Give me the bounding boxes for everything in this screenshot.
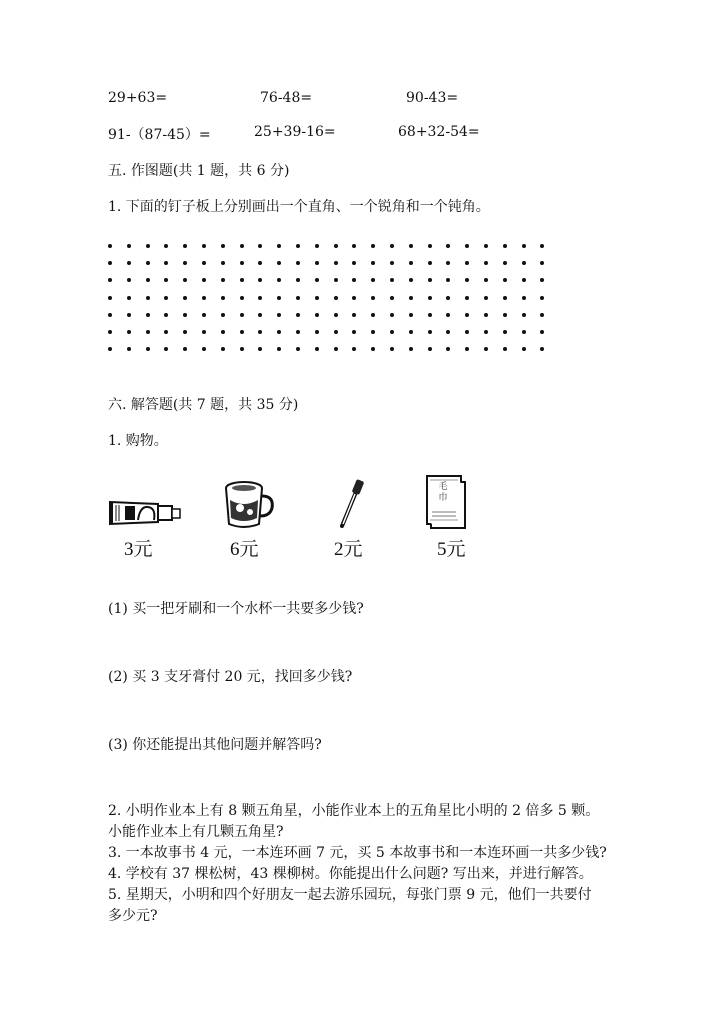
nail-dot[interactable] [522,261,526,265]
expr-91-87-45: 91-（87-45）= [108,127,211,143]
nail-dot[interactable] [108,244,112,248]
question-3: 3. 一本故事书 4 元，一本连环画 7 元，买 5 本故事书和一本连环画一共多少钱? [108,845,607,861]
nail-dot[interactable] [164,330,168,334]
nail-dot[interactable] [334,244,338,248]
nail-dot[interactable] [146,278,150,282]
nail-dot[interactable] [146,330,150,334]
nail-dot[interactable] [334,313,338,317]
nail-dot[interactable] [127,278,131,282]
toothbrush-item [334,478,370,530]
nail-dot[interactable] [503,330,507,334]
nail-dot[interactable] [296,244,300,248]
nail-dot[interactable] [503,347,507,351]
nail-dot[interactable] [183,261,187,265]
nail-dot[interactable] [446,244,450,248]
nail-dot[interactable] [409,278,413,282]
nail-dot[interactable] [503,313,507,317]
nail-dot[interactable] [503,296,507,300]
expr-76-48: 76-48= [260,90,313,106]
nail-dot[interactable] [371,347,375,351]
nail-dot[interactable] [127,296,131,300]
nail-dot[interactable] [258,278,262,282]
nail-dot[interactable] [108,347,112,351]
nail-dot[interactable] [446,296,450,300]
nail-dot[interactable] [202,313,206,317]
nail-dot[interactable] [465,347,469,351]
nail-dot[interactable] [296,296,300,300]
nail-dot[interactable] [221,261,225,265]
nail-dot[interactable] [465,296,469,300]
nail-dot[interactable] [390,330,394,334]
nail-dot[interactable] [202,347,206,351]
nail-dot[interactable] [446,278,450,282]
nail-dot[interactable] [164,296,168,300]
nail-dot[interactable] [428,313,432,317]
nail-dot[interactable] [540,261,544,265]
nail-dot[interactable] [522,278,526,282]
nail-dot[interactable] [258,261,262,265]
nail-dot[interactable] [465,330,469,334]
nail-dot[interactable] [202,261,206,265]
nail-dot[interactable] [409,313,413,317]
sub-question-3: (3) 你还能提出其他问题并解答吗? [108,737,322,753]
section5-heading: 五. 作图题(共 1 题，共 6 分) [108,163,290,179]
nail-dot[interactable] [352,261,356,265]
nail-dot[interactable] [240,278,244,282]
expr-68-32-54: 68+32-54= [398,124,480,140]
nail-dot[interactable] [315,330,319,334]
nail-dot[interactable] [428,278,432,282]
nail-dot[interactable] [540,278,544,282]
nail-dot[interactable] [221,330,225,334]
nail-dot[interactable] [446,261,450,265]
nail-dot[interactable] [258,347,262,351]
nail-dot[interactable] [334,296,338,300]
nail-dot[interactable] [164,347,168,351]
question-2-line-1: 2. 小明作业本上有 8 颗五角星，小能作业本上的五角星比小明的 2 倍多 5 颗。 [108,803,600,819]
nail-dot[interactable] [146,347,150,351]
nail-dot[interactable] [428,347,432,351]
nail-dot[interactable] [240,347,244,351]
nail-dot[interactable] [371,313,375,317]
nail-dot[interactable] [484,244,488,248]
nail-dot[interactable] [315,313,319,317]
nail-dot[interactable] [221,278,225,282]
nail-dot[interactable] [390,261,394,265]
nail-dot[interactable] [127,261,131,265]
nail-dot[interactable] [465,313,469,317]
nail-dot[interactable] [296,313,300,317]
nail-dot[interactable] [146,244,150,248]
question-5-line-1: 5. 星期天，小明和四个好朋友一起去游乐园玩，每张门票 9 元，他们一共要付 [108,887,592,903]
question-4: 4. 学校有 37 棵松树，43 棵柳树。你能提出什么问题? 写出来，并进行解答。 [108,866,593,882]
nail-dot[interactable] [334,278,338,282]
nail-dot[interactable] [428,261,432,265]
nail-dot[interactable] [390,244,394,248]
nail-dot[interactable] [240,330,244,334]
nail-dot[interactable] [409,296,413,300]
nail-dot[interactable] [277,313,281,317]
nail-dot[interactable] [202,278,206,282]
nail-dot[interactable] [258,244,262,248]
nail-dot[interactable] [484,330,488,334]
toothbrush-icon [334,478,370,530]
nail-dot[interactable] [221,313,225,317]
nail-dot[interactable] [296,330,300,334]
nail-dot[interactable] [202,296,206,300]
nail-dot[interactable] [277,296,281,300]
nail-dot[interactable] [465,244,469,248]
nail-dot[interactable] [108,330,112,334]
toothpaste-price: 3元 [124,539,153,560]
nail-dot[interactable] [108,296,112,300]
nail-dot[interactable] [503,278,507,282]
nail-dot[interactable] [409,330,413,334]
nail-dot[interactable] [522,313,526,317]
nail-dot[interactable] [503,261,507,265]
nail-dot[interactable] [183,347,187,351]
nail-dot[interactable] [315,278,319,282]
nail-dot[interactable] [277,244,281,248]
nail-dot[interactable] [202,244,206,248]
nail-dot[interactable] [296,278,300,282]
toothpaste-item [108,478,184,528]
section6-question-1: 1. 购物。 [108,433,168,449]
nail-dot[interactable] [296,261,300,265]
nail-dot[interactable] [446,347,450,351]
nail-dot[interactable] [108,278,112,282]
nail-dot[interactable] [409,244,413,248]
section6-heading: 六. 解答题(共 7 题，共 35 分) [108,397,299,413]
nail-dot[interactable] [484,313,488,317]
nail-dot[interactable] [127,347,131,351]
nail-dot[interactable] [127,244,131,248]
nail-dot[interactable] [183,296,187,300]
nail-dot[interactable] [390,313,394,317]
nail-dot[interactable] [334,330,338,334]
towel-item [424,474,468,530]
nail-dot[interactable] [352,313,356,317]
nail-dot[interactable] [352,296,356,300]
towel-label: 毛巾 [438,482,448,503]
nail-dot[interactable] [390,347,394,351]
nail-dot[interactable] [334,347,338,351]
nail-dot[interactable] [164,313,168,317]
toothbrush-price: 2元 [334,539,363,560]
nail-dot[interactable] [334,261,338,265]
nail-dot[interactable] [465,278,469,282]
nail-dot[interactable] [164,278,168,282]
nail-board[interactable] [108,238,554,354]
nail-dot[interactable] [296,347,300,351]
nail-dot[interactable] [108,313,112,317]
expr-25-39-16: 25+39-16= [254,124,336,140]
nail-dot[interactable] [522,244,526,248]
nail-dot[interactable] [183,278,187,282]
nail-dot[interactable] [428,296,432,300]
nail-dot[interactable] [371,261,375,265]
nail-dot[interactable] [446,313,450,317]
nail-dot[interactable] [352,244,356,248]
nail-dot[interactable] [484,347,488,351]
nail-dot[interactable] [221,296,225,300]
cup-price: 6元 [230,539,259,560]
section5-question-1: 1. 下面的钉子板上分别画出一个直角、一个锐角和一个钝角。 [108,199,490,215]
nail-dot[interactable] [240,313,244,317]
nail-dot[interactable] [258,330,262,334]
nail-dot[interactable] [258,296,262,300]
nail-dot[interactable] [315,261,319,265]
cup-item [220,478,280,530]
nail-dot[interactable] [390,296,394,300]
nail-dot[interactable] [240,296,244,300]
expr-90-43: 90-43= [406,90,459,106]
nail-dot[interactable] [352,278,356,282]
nail-dot[interactable] [371,278,375,282]
sub-question-2: (2) 买 3 支牙膏付 20 元，找回多少钱? [108,669,353,685]
nail-dot[interactable] [409,347,413,351]
nail-dot[interactable] [428,244,432,248]
nail-dot[interactable] [258,313,262,317]
nail-dot[interactable] [428,330,432,334]
nail-dot[interactable] [108,261,112,265]
nail-dot[interactable] [277,347,281,351]
nail-dot[interactable] [183,330,187,334]
nail-dot[interactable] [164,261,168,265]
nail-dot[interactable] [352,330,356,334]
question-5-line-2: 多少元? [108,908,158,924]
nail-dot[interactable] [371,330,375,334]
nail-dot[interactable] [183,244,187,248]
nail-dot[interactable] [522,330,526,334]
nail-dot[interactable] [315,244,319,248]
nail-dot[interactable] [221,347,225,351]
nail-dot[interactable] [484,278,488,282]
nail-dot[interactable] [484,296,488,300]
toothpaste-icon [108,478,184,528]
nail-dot[interactable] [352,347,356,351]
nail-dot[interactable] [146,296,150,300]
nail-dot[interactable] [127,313,131,317]
expr-29-63: 29+63= [108,90,168,106]
nail-dot[interactable] [164,244,168,248]
nail-dot[interactable] [484,261,488,265]
nail-dot[interactable] [390,278,394,282]
nail-dot[interactable] [277,261,281,265]
nail-dot[interactable] [371,244,375,248]
nail-dot[interactable] [277,330,281,334]
nail-dot[interactable] [522,296,526,300]
nail-dot[interactable] [540,296,544,300]
nail-dot[interactable] [146,261,150,265]
nail-dot[interactable] [540,330,544,334]
nail-dot[interactable] [315,347,319,351]
nail-dot[interactable] [503,244,507,248]
nail-dot[interactable] [221,244,225,248]
question-2-line-2: 小能作业本上有几颗五角星? [108,824,284,840]
nail-dot[interactable] [465,261,469,265]
nail-dot[interactable] [240,261,244,265]
nail-dot[interactable] [315,296,319,300]
nail-dot[interactable] [127,330,131,334]
nail-dot[interactable] [446,330,450,334]
nail-dot[interactable] [371,296,375,300]
nail-dot[interactable] [540,244,544,248]
nail-dot[interactable] [146,313,150,317]
nail-dot[interactable] [540,313,544,317]
nail-dot[interactable] [522,347,526,351]
nail-dot[interactable] [202,330,206,334]
cup-icon [220,478,280,530]
nail-dot[interactable] [540,347,544,351]
nail-dot[interactable] [240,244,244,248]
sub-question-1: (1) 买一把牙刷和一个水杯一共要多少钱? [108,601,364,617]
nail-dot[interactable] [183,313,187,317]
towel-price: 5元 [437,539,466,560]
nail-dot[interactable] [409,261,413,265]
nail-dot[interactable] [277,278,281,282]
